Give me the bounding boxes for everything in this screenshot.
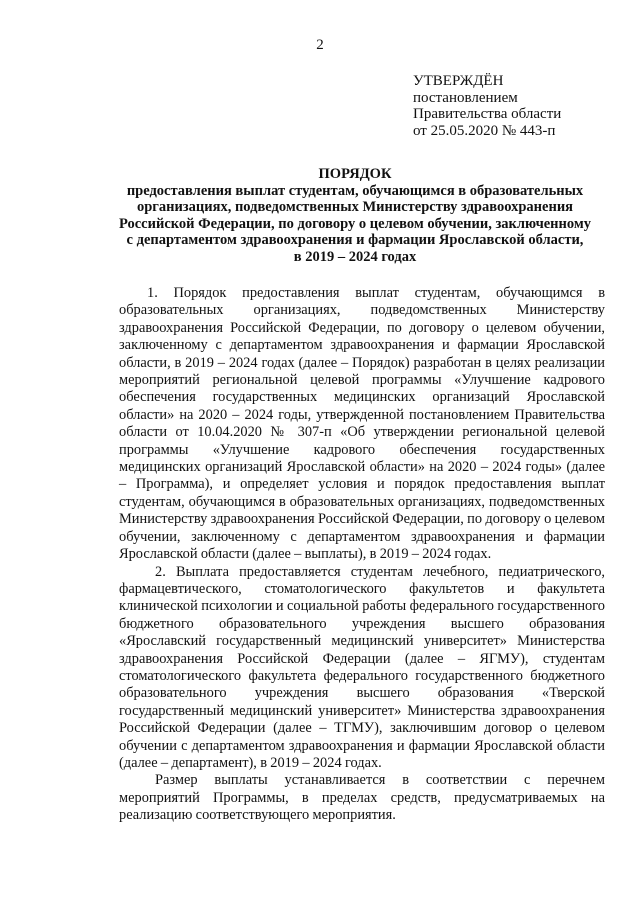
title-line: с департаментом здравоохранения и фармации Ярославской области, — [126, 232, 584, 249]
title-line: Российской Федерации, по договору о целевом обучении, заключенному — [119, 215, 591, 232]
title-heading: ПОРЯДОК — [318, 166, 392, 182]
approval-line-by-resolution: постановлением — [413, 89, 518, 106]
title-line: организациях, подведомственных Министерству здравоохранения — [136, 199, 574, 216]
title-line: в 2019 – 2024 годах — [293, 248, 417, 265]
approval-line-date-number: от 25.05.2020 № 443-п — [413, 122, 556, 139]
page-number: 2 — [316, 37, 324, 53]
approval-stamp — [413, 73, 623, 139]
paragraph-2: 2. Выплата предоставляется студентам лечебного, педиатрического, фармацевтического, стоматологического факультетов и факультета клинической психологии и социальной работы федерального государственного бюджетного образовательного учреждения высшего образования «Ярославский государственный медицинский университет» Министерства здравоохранения Российской Федерации (далее – ЯГМУ), студентам стоматологического факультета федерального государственного бюджетного образовательного учреждения высшего образования «Тверской государственный медицинский университет» Министерства здравоохранения Российской Федерации (далее – ТГМУ), заключившим договор о целевом обучении с департаментом здравоохранения и фармации Ярославской области (далее – департамент), в 2019 – 2024 годах. — [119, 563, 605, 771]
document-title — [105, 166, 605, 266]
paragraph-3: Размер выплаты устанавливается в соответствии с перечнем мероприятий Программы, в пределах средств, предусматриваемых на реализацию соответствующего мероприятия. — [119, 772, 605, 824]
document-body — [119, 285, 605, 825]
approval-line-government: Правительства области — [413, 106, 562, 122]
title-line: предоставления выплат студентам, обучающимся в образовательных — [126, 182, 584, 199]
paragraph-1: 1. Порядок предоставления выплат студентам, обучающимся в образовательных организациях, подведомственных Министерству здравоохранения Российской Федерации, по договору о целевом обучении, заключенному с департаментом здравоохранения и фармации Ярославской области, в 2019 – 2024 годах (далее – Порядок) разработан в целях реализации мероприятий региональной целевой программы «Улучшение кадрового обеспечения государственных медицинских организаций Ярославской области» на 2020 – 2024 годы, утвержденной постановлением Правительства области от 10.04.2020 № 307-п «Об утверждении региональной целевой программы «Улучшение кадрового обеспечения государственных медицинских организаций Ярославской области» на 2020 – 2024 годы» (далее – Программа), и определяет условия и порядок предоставления выплат студентам, обучающимся в образовательных организациях, подведомственных Министерству здравоохранения Российской Федерации, по договору о целевом обучении, заключенному с департаментом здравоохранения и фармации Ярославской области (далее – выплаты), в 2019 – 2024 годах. — [119, 285, 605, 563]
approval-line-approved: УТВЕРЖДЁН — [413, 73, 504, 89]
